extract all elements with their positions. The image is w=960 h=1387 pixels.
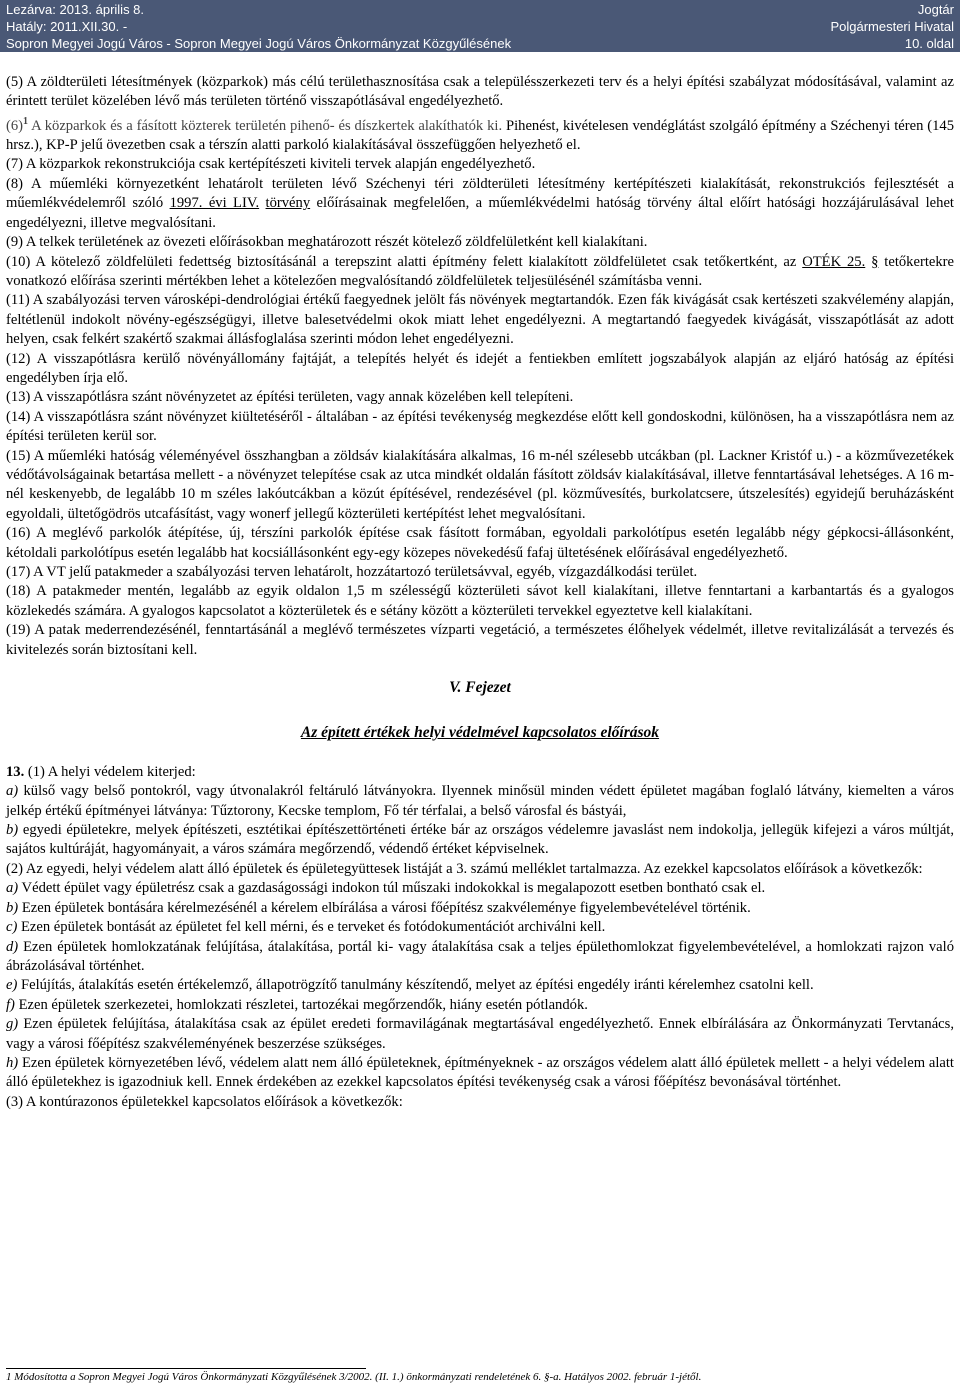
section-link[interactable]: § <box>871 253 879 270</box>
header-hataly: Hatály: 2011.XII.30. - <box>6 19 128 34</box>
section-number: 13. <box>6 763 25 780</box>
item-2c: c) Ezen épületek bontását az épületet fel kell mérni, és e terveket és fotódokumentációt archiválni kell. <box>6 919 606 936</box>
chapter-subtitle: Az épített értékek helyi védelmével kapcsolatos előírások <box>300 724 660 742</box>
law-link[interactable]: 1997. évi LIV. <box>169 195 260 212</box>
header-source: Sopron Megyei Jogú Város - Sopron Megyei Jogú Város Önkormányzat Közgyűlésének <box>6 36 512 51</box>
paragraph-17: (17) A VT jelű patakmeder a szabályozási terven lehatárolt, hozzátartozó területsávval, egyéb, vízgazdálkodási terület. <box>6 564 698 581</box>
header-office: Polgármesteri Hivatal <box>830 19 954 34</box>
footnote-ref: 1 <box>23 115 29 127</box>
chapter-title: V. Fejezet <box>449 679 511 697</box>
item-2f: f) Ezen épületek szerkezetei, homlokzati részletei, tartozékai megőrzendők, hiány esetén pótlandók. <box>6 996 588 1013</box>
header-left <box>6 1 511 52</box>
paragraph-16: (16) A meglévő parkolók átépítése, új, térszíni parkolók építése csak fásított formában, egyoldali parkolótípus esetén legalább négy gépkocsi-állásonként, kétoldali parkolótípus esetén legalább hat kocsiállásonként egy-egy közepes növekedésű fafaj ültetésének előírásával engedélyezhető. <box>6 525 954 561</box>
subsection-3: (3) A kontúrazonos épületekkel kapcsolatos előírások a következők: <box>6 1093 403 1110</box>
header-right <box>830 1 954 52</box>
paragraph-12: (12) A visszapótlásra kerülő növényállomány fajtáját, a telepítés helyét és idejét a fentiekben említett jogszabályok alapján az eljáró hatóság az építési engedélyben írja elő. <box>6 350 954 386</box>
document-header <box>0 0 960 52</box>
otek-link[interactable]: OTÉK 25. <box>802 253 866 270</box>
paragraph-15: (15) A műemléki hatóság véleményével összhangban a zöldsáv kialakítására alkalmas, 16 m-nél szélesebb utcákban (pl. Lackner Kristóf u.) - a közművezetékek védőtávolságainak betartása mellett - a növényzet telepítése csak az utca mindkét oldalán fásított zöldsáv kialakításával, illetve fenntartásával lehetséges. A 16 m-nél keskenyebb, de legalább 10 m széles lakóutcákban a közút építésével, rendezésével (pl. közművesítés, burkolatcsere, útszelesítés) egyidejű beruházásként egyoldali, ültetőgödrös utcafásítást, vagy wonerf jellegű közterületi kertépítést lehet megvalósítani. <box>6 447 954 522</box>
law-link-torveny[interactable]: törvény <box>265 195 311 212</box>
item-1a: a) külső vagy belső pontokról, vagy útvonalakról feltáruló látványokra. Ilyennek minősül minden védett épületet magában foglaló látvány, kiemelten a város jelkép értékű építményei látványa: Tűztorony, Kecske templom, Fő tér térfalai, a belső városfal és bástyái, <box>6 783 954 819</box>
paragraph-9: (9) A telkek területének az övezeti előírásokban meghatározott részét kötelező zöldfelületként kell kialakítani. <box>6 234 648 251</box>
paragraph-7: (7) A közparkok rekonstrukciója csak kertépítészeti kiviteli tervek alapján engedélyezhető. <box>6 156 536 173</box>
footnote: 1 Módosította a Sopron Megyei Jogú Város Önkormányzati Közgyűlésének 3/2002. (II. 1.) önkormányzati rendeletének 6. §-a. Hatályos 2002. február 1-jétől. <box>6 1371 702 1383</box>
item-2h: h) Ezen épületek környezetében lévő, védelem alatt nem álló épületeknek, építményeknek - az országos védelem alatt álló épületek mellett - a helyi védelem alatt álló épületekhez is igazodniuk kell. Ennek érdekében az ezekkel kapcsolatos építési tevékenység csak a városi főépítész bevonásával történhet. <box>6 1054 954 1091</box>
document-body <box>6 73 954 1112</box>
paragraph-11: (11) A szabályozási terven városképi-dendrológiai értékű faegyednek jelölt fás növények megtartandók. Ezen fák kivágását csak kertészeti szakvélemény alapján, feltétlenül indokolt növény-egészségügyi, illetve balesetvédelmi okok miatt lehet engedélyezni. A megtartandó faegyedek kivágását, visszapótlását az adott helyen, csak felkért szakértő szakmai állásfoglalása szerinti módon lehet engedélyezni. <box>6 292 954 348</box>
item-2e: e) Felújítás, átalakítás esetén értékelemző, állapotrögzítő tanulmány készítendő, melyet az építési engedély iránti kérelemhez csatolni kell. <box>6 977 814 994</box>
paragraph-8: (8) A műemléki környezetként lehatárolt területen lévő Széchenyi téri zöldterületi létesítmény kertépítészeti kialakítását, rekonstrukciós fejlesztését a műemlékvédelemről szóló 1997. évi LIV. törvény előírásainak megfelelően, a műemlékvédelmi hatóság törvény által előírt hatósági hozzájárulásával lehet engedélyezni, illetve megvalósítani. <box>6 175 954 231</box>
paragraph-5: (5) A zöldterületi létesítmények (közparkok) más célú területhasznosítása csak a településszerkezeti terv és a helyi építési szabályzat módosításával, valamint az érintett terület közelében lévő más területen történő visszapótlásával engedélyezhető. <box>6 74 954 110</box>
footnote-divider <box>6 1368 366 1369</box>
item-1b: b) egyedi épületekre, melyek építészeti, esztétikai építészettörténeti értéke bár az országos védelemre javaslást nem indokolja, jellegük kifejezi a város múltját, sajátos kultúráját, hagyományait, a város számára megőrzendő, védendő értéket képviselnek. <box>6 822 954 858</box>
item-2a: a) Védett épület vagy épületrész csak a gazdaságossági indokon túl műszaki indokokkal is megalapozott esetben bontható csak el. <box>6 880 766 897</box>
paragraph-18: (18) A patakmeder mentén, legalább az egyik oldalon 1,5 m szélességű közterületi sávot kell kialakítani, illetve fenntartani a karbantartás és a gyalogos közlekedés számára. A gyalogos kapcsolatot a közterületek és e sétány között a közterületi tervekkel egyeztetve kell kialakítani. <box>6 583 954 619</box>
item-2g: g) Ezen épületek felújítása, átalakítása csak az épület eredeti formavilágának megtartásával engedélyezhető. Ennek elbírálására az Önkormányzati Tervtanács, vagy a városi főépítész szakvéleményének beszerzése szükséges. <box>6 1016 954 1052</box>
spacer <box>6 743 954 763</box>
item-2d: d) Ezen épületek homlokzatának felújítása, átalakítása, portál ki- vagy átalakítása csak a teljes épülethomlokzat figyelembevételével, a homlokzati rajzon való ábrázolásával történhet. <box>6 938 954 974</box>
paragraph-10: (10) A kötelező zöldfelületi fedettség biztosításánál a terepszint alatti építmény felett kialakított zöldfelületet csak tetőkertként, az OTÉK 25. § tetőkertekre vonatkozó előírása szerinti mértékben lehet a kötelezően megvalósítandó zöldfelületek teljesülésénél számításba venni. <box>6 253 954 289</box>
paragraph-14: (14) A visszapótlásra szánt növényzet kiültetéséről - általában - az építési tevékenység megkezdése előtt kell gondoskodni, különösen, ha a visszapótlásra nem az építési területen kerül sor. <box>6 408 954 445</box>
header-jogtar: Jogtár <box>917 2 954 17</box>
section-13-heading: 13. (1) A helyi védelem kiterjed: <box>6 763 196 780</box>
header-page-number: 10. oldal <box>904 36 954 51</box>
paragraph-13: (13) A visszapótlásra szánt növényzetet az építési területen, vagy annak közelében kell telepíteni. <box>6 389 574 406</box>
item-2b: b) Ezen épületek bontására kérelmezésénél a kérelem elbírálása a városi főépítész szakvéleménye figyelembevételével történik. <box>6 899 751 916</box>
header-lezarva: Lezárva: 2013. április 8. <box>6 2 145 17</box>
paragraph-6: $(6)^1$ A közparkok és a fásított közterek területén pihenő- és díszkertek alakíthatók ki. Pihenést, kivételesen vendéglátást szolgáló építmény a Széchenyi téren (145 hrsz.), KP-P jelű övezetben csak a térszín alatti parkoló kialakításával összefüggően helyezhető el. <box>6 115 954 154</box>
subsection-2: (2) Az egyedi, helyi védelem alatt álló épületek és épületegyüttesek listáját a 3. számú melléklet tartalmazza. Az ezekkel kapcsolatos előírások a következők: <box>6 860 923 877</box>
paragraph-19: (19) A patak mederrendezésénél, fenntartásánál a meglévő természetes vízparti vegetáció, a természetes élőhelyek védelmét, illetve revitalizálását a tervezés és kivitelezés során biztosítani kell. <box>6 622 954 658</box>
